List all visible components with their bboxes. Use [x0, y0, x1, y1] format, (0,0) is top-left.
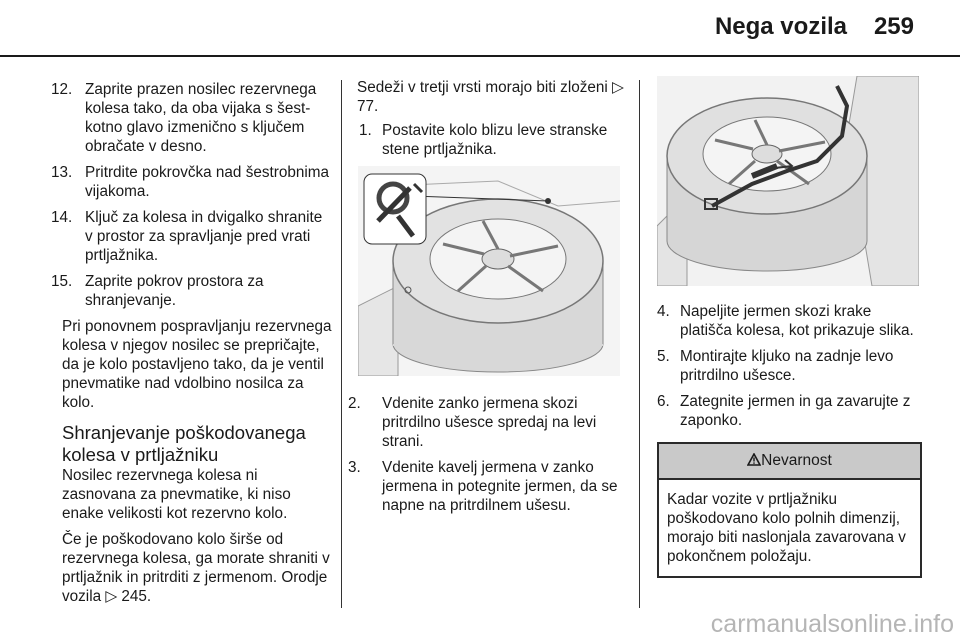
page-reference-link[interactable]: 245.: [121, 588, 152, 605]
step-text: Vdenite zanko jermena skozi pritrdilno ušesce spredaj na levi strani.: [382, 395, 597, 450]
list-item: 4. Napeljite jermen skozi krake platišča kolesa, kot prikazuje slika.: [657, 303, 914, 339]
list-item: 2. Vdenite zanko jermena skozi pritrdilno ušesce spredaj na levi strani.: [348, 395, 597, 450]
paragraph: Sedeži v tretji vrsti morajo biti zloženi ▷ 77.: [357, 79, 624, 115]
list-item: 3. Vdenite kavelj jermena v zanko jermena in potegnite jermen, da se napne na pritrdilnem ušesu.: [348, 459, 618, 514]
step-text: Napeljite jermen skozi krake platišča kolesa, kot prikazuje slika.: [680, 303, 914, 339]
step-text: Zaprite prazen nosilec rezervnega kolesa tako, da oba vijaka s šest-kotno glavo izmenično s ključem obračate v desno.: [85, 81, 317, 155]
step-text: Vdenite kavelj jermena v zanko jermena in potegnite jermen, da se napne na pritrdilnem ušesu.: [382, 459, 618, 514]
list-item: 5. Montirajte kljuko na zadnje levo pritrdilno ušesce.: [657, 348, 894, 384]
page-reference-arrow-icon: ▷: [105, 588, 122, 605]
section-heading: Shranjevanje poškodovanega kolesa v prtljažniku: [62, 422, 306, 465]
warning-title: Nevarnost: [761, 452, 832, 469]
paragraph: Nosilec rezervnega kolesa ni zasnovana za pnevmatike, ki niso enake velikosti kot rezervno kolo.: [62, 467, 291, 522]
paragraph: Pri ponovnem pospravljanju rezervnega kolesa v njegov nosilec se prepričajte, da je kolo postavljeno tako, da je ventil pnevmatike nad vdolbino nosilca za kolo.: [62, 318, 332, 411]
header-rule: [0, 55, 960, 57]
column-divider: [341, 80, 342, 608]
step-text: Montirajte kljuko na zadnje levo pritrdilno ušesce.: [680, 348, 894, 384]
paragraph: Če je poškodovano kolo širše od rezervnega kolesa, ga morate shraniti v prtljažnik in pritrditi z jermenom. Orodje vozila ▷ 245.: [62, 531, 330, 605]
column-divider: [639, 80, 640, 608]
step-text: Pritrdite pokrovčka nad šestrobnima vijakoma.: [85, 164, 330, 200]
column-right: [657, 80, 922, 578]
step-text: Ključ za kolesa in dvigalko shranite v prostor za spravljanje pred vrati prtljažnika.: [85, 209, 323, 264]
column-middle: [348, 78, 625, 522]
list-item: 13. Pritrdite pokrovčka nad šestrobnima vijakoma.: [51, 164, 330, 200]
page-reference-link[interactable]: 77.: [357, 98, 379, 115]
spare-wheel-illustration-2: [657, 76, 919, 286]
step-text: Zaprite pokrov prostora za shranjevanje.: [85, 273, 264, 309]
list-item: 6. Zategnite jermen in ga zavarujte z zaponko.: [657, 393, 911, 429]
warning-header: [659, 444, 920, 480]
list-item: 15. Zaprite pokrov prostora za shranjevanje.: [51, 273, 264, 309]
page-reference-arrow-icon: ▷: [612, 79, 624, 96]
page-title: Nega vozila: [714, 13, 847, 40]
list-item: 12. Zaprite prazen nosilec rezervnega kolesa tako, da oba vijaka s šest-kotno glavo izmenično s ključem obračate v desno.: [51, 81, 317, 155]
page-number: 259: [873, 13, 914, 40]
watermark: carmanualsonline.info: [710, 610, 954, 638]
spare-wheel-illustration-1: [358, 166, 620, 376]
warning-triangle-icon: [747, 453, 761, 466]
step-text: Zategnite jermen in ga zavarujte z zaponko.: [680, 393, 911, 429]
warning-text: Kadar vozite v prtljažniku poškodovano kolo polnih dimenzij, morajo biti naslonjala zavarovana v pokončnem položaju.: [667, 491, 906, 565]
list-item: 14. Ključ za kolesa in dvigalko shranite v prostor za spravljanje pred vrati prtljažnika.: [51, 209, 323, 264]
step-text: Postavite kolo blizu leve stranske stene prtljažnika.: [382, 122, 608, 158]
warning-box: [657, 442, 922, 578]
list-item: 1. Postavite kolo blizu leve stranske stene prtljažnika.: [359, 122, 608, 158]
column-left: [51, 80, 332, 613]
